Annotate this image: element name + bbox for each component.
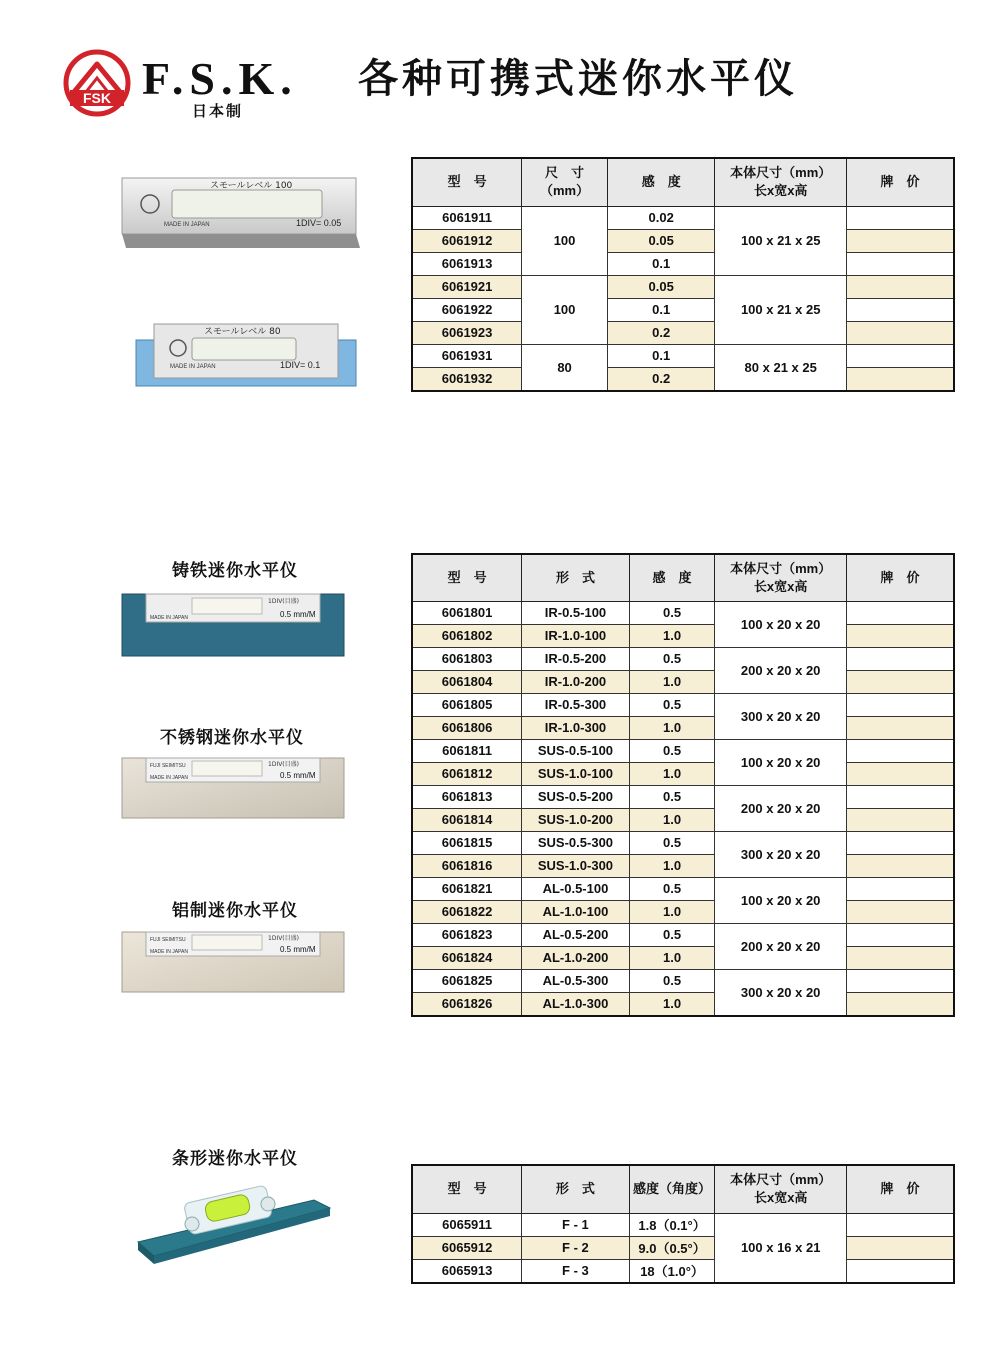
model-cell: 6061913 <box>412 252 522 275</box>
price-cell <box>846 877 954 900</box>
table-row <box>412 670 954 693</box>
sensitivity-cell: 0.5 <box>629 739 715 762</box>
model-cell: 6061806 <box>412 716 522 739</box>
price-cell <box>846 367 954 391</box>
model-cell: 6061812 <box>412 762 522 785</box>
model-cell: 6061921 <box>412 275 522 298</box>
sensitivity-cell: 0.5 <box>629 601 715 624</box>
table-row <box>412 900 954 923</box>
price-cell <box>846 670 954 693</box>
body-size-cell: 300 x 20 x 20 <box>715 969 847 1016</box>
sensitivity-cell: 1.0 <box>629 946 715 969</box>
caption-bar-level: 条形迷你水平仪 <box>172 1149 298 1168</box>
svg-text:MADE IN JAPAN: MADE IN JAPAN <box>150 949 188 955</box>
svg-text:MADE IN JAPAN: MADE IN JAPAN <box>150 615 188 621</box>
model-cell: 6061825 <box>412 969 522 992</box>
sensitivity-cell: 0.5 <box>629 785 715 808</box>
body-size-cell: 100 x 20 x 20 <box>715 601 847 647</box>
price-cell <box>846 601 954 624</box>
header-price: 牌 价 <box>846 158 954 206</box>
form-cell: SUS-1.0-300 <box>522 854 630 877</box>
header-model: 型 号 <box>412 1165 522 1213</box>
body-size-cell: 80 x 21 x 25 <box>715 344 847 391</box>
header-model: 型 号 <box>412 554 522 601</box>
price-cell <box>846 739 954 762</box>
sensitivity-cell: 0.2 <box>607 367 715 391</box>
table-row <box>412 785 954 808</box>
model-cell: 6061816 <box>412 854 522 877</box>
price-cell <box>846 321 954 344</box>
price-cell <box>846 693 954 716</box>
spec-table-small-levels <box>411 157 955 392</box>
model-cell: 6061813 <box>412 785 522 808</box>
price-cell <box>846 206 954 229</box>
form-cell: F - 1 <box>522 1213 630 1236</box>
table-row <box>412 1259 954 1283</box>
table-row <box>412 923 954 946</box>
model-cell: 6061824 <box>412 946 522 969</box>
svg-text:1DIV= 0.05: 1DIV= 0.05 <box>296 218 342 228</box>
svg-text:スモールレベル 100: スモールレベル 100 <box>210 181 293 191</box>
body-size-cell: 200 x 20 x 20 <box>715 647 847 693</box>
form-cell: IR-0.5-300 <box>522 693 630 716</box>
model-cell: 6065911 <box>412 1213 522 1236</box>
header-price: 牌 价 <box>846 1165 954 1213</box>
table-row <box>412 693 954 716</box>
svg-text:1DIV(目盛): 1DIV(目盛) <box>268 598 299 605</box>
svg-text:1DIV= 0.1: 1DIV= 0.1 <box>280 360 321 370</box>
price-cell <box>846 762 954 785</box>
form-cell: SUS-0.5-200 <box>522 785 630 808</box>
price-cell <box>846 716 954 739</box>
sensitivity-cell: 0.5 <box>629 877 715 900</box>
small-level-100-image <box>120 176 360 257</box>
svg-text:0.5 mm/M: 0.5 mm/M <box>280 610 316 619</box>
price-cell <box>846 785 954 808</box>
table-row <box>412 992 954 1016</box>
bar-level-image <box>134 1172 334 1273</box>
form-cell: AL-0.5-200 <box>522 923 630 946</box>
form-cell: IR-1.0-100 <box>522 624 630 647</box>
sensitivity-cell: 0.2 <box>607 321 715 344</box>
table-row <box>412 946 954 969</box>
fsk-logo <box>62 48 132 118</box>
form-cell: SUS-0.5-300 <box>522 831 630 854</box>
body-size-cell: 100 x 16 x 21 <box>715 1213 847 1283</box>
spec-table-bar-levels <box>411 1164 955 1284</box>
model-cell: 6061823 <box>412 923 522 946</box>
svg-text:0.5 mm/M: 0.5 mm/M <box>280 945 316 954</box>
table-row <box>412 624 954 647</box>
body-size-cell: 300 x 20 x 20 <box>715 693 847 739</box>
size-cell: 100 <box>522 206 608 275</box>
cast-iron-level-image <box>120 590 348 665</box>
svg-text:1DIV(目盛): 1DIV(目盛) <box>268 935 299 942</box>
header-size: 尺 寸 （mm） <box>522 158 608 206</box>
model-cell: 6061804 <box>412 670 522 693</box>
form-cell: AL-1.0-300 <box>522 992 630 1016</box>
spec-table-mini-levels <box>411 553 955 1017</box>
sensitivity-cell: 0.1 <box>607 344 715 367</box>
header-price: 牌 价 <box>846 554 954 601</box>
sensitivity-cell: 0.1 <box>607 298 715 321</box>
sensitivity-cell: 1.0 <box>629 900 715 923</box>
model-cell: 6061814 <box>412 808 522 831</box>
svg-text:0.5 mm/M: 0.5 mm/M <box>280 771 316 780</box>
price-cell <box>846 252 954 275</box>
svg-text:MADE IN JAPAN: MADE IN JAPAN <box>170 364 216 370</box>
sensitivity-cell: 0.1 <box>607 252 715 275</box>
header-form: 形 式 <box>522 1165 630 1213</box>
form-cell: F - 3 <box>522 1259 630 1283</box>
table-row <box>412 854 954 877</box>
body-size-cell: 200 x 20 x 20 <box>715 785 847 831</box>
sensitivity-cell: 0.05 <box>607 229 715 252</box>
size-cell: 100 <box>522 275 608 344</box>
table-row <box>412 969 954 992</box>
form-cell: AL-1.0-100 <box>522 900 630 923</box>
header-sensitivity: 感 度 <box>607 158 715 206</box>
body-size-cell: 300 x 20 x 20 <box>715 831 847 877</box>
aluminum-level-image <box>120 928 348 1001</box>
form-cell: AL-0.5-100 <box>522 877 630 900</box>
table-row <box>412 1236 954 1259</box>
sensitivity-cell: 0.5 <box>629 693 715 716</box>
sensitivity-cell: 1.0 <box>629 716 715 739</box>
sensitivity-cell: 1.0 <box>629 624 715 647</box>
sensitivity-cell: 9.0（0.5°） <box>629 1236 715 1259</box>
table-row <box>412 601 954 624</box>
price-cell <box>846 808 954 831</box>
brand-name: F.S.K. <box>142 53 298 104</box>
price-cell <box>846 624 954 647</box>
price-cell <box>846 923 954 946</box>
sensitivity-cell: 1.8（0.1°） <box>629 1213 715 1236</box>
caption-aluminum: 铝制迷你水平仪 <box>172 901 298 920</box>
sensitivity-cell: 18（1.0°） <box>629 1259 715 1283</box>
price-cell <box>846 344 954 367</box>
price-cell <box>846 275 954 298</box>
form-cell: IR-0.5-100 <box>522 601 630 624</box>
model-cell: 6061931 <box>412 344 522 367</box>
model-cell: 6061911 <box>412 206 522 229</box>
table-row <box>412 877 954 900</box>
table-row <box>412 367 954 391</box>
sensitivity-cell: 0.5 <box>629 923 715 946</box>
model-cell: 6061803 <box>412 647 522 670</box>
table-row <box>412 321 954 344</box>
sensitivity-cell: 1.0 <box>629 854 715 877</box>
price-cell <box>846 969 954 992</box>
model-cell: 6061802 <box>412 624 522 647</box>
price-cell <box>846 229 954 252</box>
table-row <box>412 229 954 252</box>
table-row <box>412 831 954 854</box>
model-cell: 6065913 <box>412 1259 522 1283</box>
header-body-size: 本体尺寸（mm） 长x宽x高 <box>715 158 847 206</box>
table-row <box>412 716 954 739</box>
model-cell: 6061912 <box>412 229 522 252</box>
stainless-steel-level-image <box>120 754 348 827</box>
table-row <box>412 344 954 367</box>
form-cell: IR-0.5-200 <box>522 647 630 670</box>
model-cell: 6061922 <box>412 298 522 321</box>
table-row <box>412 647 954 670</box>
sensitivity-cell: 1.0 <box>629 762 715 785</box>
body-size-cell: 100 x 20 x 20 <box>715 739 847 785</box>
body-size-cell: 100 x 21 x 25 <box>715 275 847 344</box>
body-size-cell: 100 x 21 x 25 <box>715 206 847 275</box>
sensitivity-cell: 1.0 <box>629 808 715 831</box>
brand-origin: 日本制 <box>192 103 244 120</box>
price-cell <box>846 854 954 877</box>
form-cell: AL-1.0-200 <box>522 946 630 969</box>
sensitivity-cell: 0.5 <box>629 831 715 854</box>
form-cell: SUS-1.0-200 <box>522 808 630 831</box>
header-body-size: 本体尺寸（mm） 长x宽x高 <box>715 554 847 601</box>
table-row <box>412 252 954 275</box>
svg-text:スモールレベル 80: スモールレベル 80 <box>204 327 281 337</box>
price-cell <box>846 992 954 1016</box>
price-cell <box>846 1213 954 1236</box>
price-cell <box>846 946 954 969</box>
price-cell <box>846 647 954 670</box>
body-size-cell: 100 x 20 x 20 <box>715 877 847 923</box>
sensitivity-cell: 0.5 <box>629 647 715 670</box>
header-sensitivity: 感 度 <box>629 554 715 601</box>
header-model: 型 号 <box>412 158 522 206</box>
table-row <box>412 1213 954 1236</box>
table-row <box>412 762 954 785</box>
header-form: 形 式 <box>522 554 630 601</box>
model-cell: 6065912 <box>412 1236 522 1259</box>
sensitivity-cell: 0.05 <box>607 275 715 298</box>
caption-stainless-steel: 不锈钢迷你水平仪 <box>160 728 304 747</box>
price-cell <box>846 298 954 321</box>
model-cell: 6061932 <box>412 367 522 391</box>
model-cell: 6061811 <box>412 739 522 762</box>
sensitivity-cell: 1.0 <box>629 992 715 1016</box>
form-cell: IR-1.0-300 <box>522 716 630 739</box>
price-cell <box>846 831 954 854</box>
model-cell: 6061923 <box>412 321 522 344</box>
svg-text:MADE IN JAPAN: MADE IN JAPAN <box>150 775 188 781</box>
table-row <box>412 206 954 229</box>
sensitivity-cell: 0.5 <box>629 969 715 992</box>
form-cell: IR-1.0-200 <box>522 670 630 693</box>
body-size-cell: 200 x 20 x 20 <box>715 923 847 969</box>
model-cell: 6061801 <box>412 601 522 624</box>
svg-text:1DIV(目盛): 1DIV(目盛) <box>268 761 299 768</box>
table-row <box>412 808 954 831</box>
form-cell: SUS-1.0-100 <box>522 762 630 785</box>
table-row <box>412 275 954 298</box>
model-cell: 6061821 <box>412 877 522 900</box>
form-cell: F - 2 <box>522 1236 630 1259</box>
size-cell: 80 <box>522 344 608 391</box>
model-cell: 6061805 <box>412 693 522 716</box>
header-sensitivity: 感度（角度） <box>629 1165 715 1213</box>
price-cell <box>846 900 954 923</box>
price-cell <box>846 1259 954 1283</box>
small-level-80-image <box>134 322 360 397</box>
caption-cast-iron: 铸铁迷你水平仪 <box>172 561 298 580</box>
svg-text:FUJI SEIMITSU: FUJI SEIMITSU <box>150 763 186 769</box>
sensitivity-cell: 1.0 <box>629 670 715 693</box>
page-title: 各种可携式迷你水平仪 <box>358 57 798 101</box>
sensitivity-cell: 0.02 <box>607 206 715 229</box>
table-row <box>412 739 954 762</box>
header-body-size: 本体尺寸（mm） 长x宽x高 <box>715 1165 847 1213</box>
svg-text:MADE IN JAPAN: MADE IN JAPAN <box>164 222 210 228</box>
form-cell: AL-0.5-300 <box>522 969 630 992</box>
svg-text:FUJI SEIMITSU: FUJI SEIMITSU <box>150 937 186 943</box>
model-cell: 6061822 <box>412 900 522 923</box>
model-cell: 6061815 <box>412 831 522 854</box>
form-cell: SUS-0.5-100 <box>522 739 630 762</box>
table-row <box>412 298 954 321</box>
model-cell: 6061826 <box>412 992 522 1016</box>
svg-text:FSK: FSK <box>83 90 111 106</box>
price-cell <box>846 1236 954 1259</box>
